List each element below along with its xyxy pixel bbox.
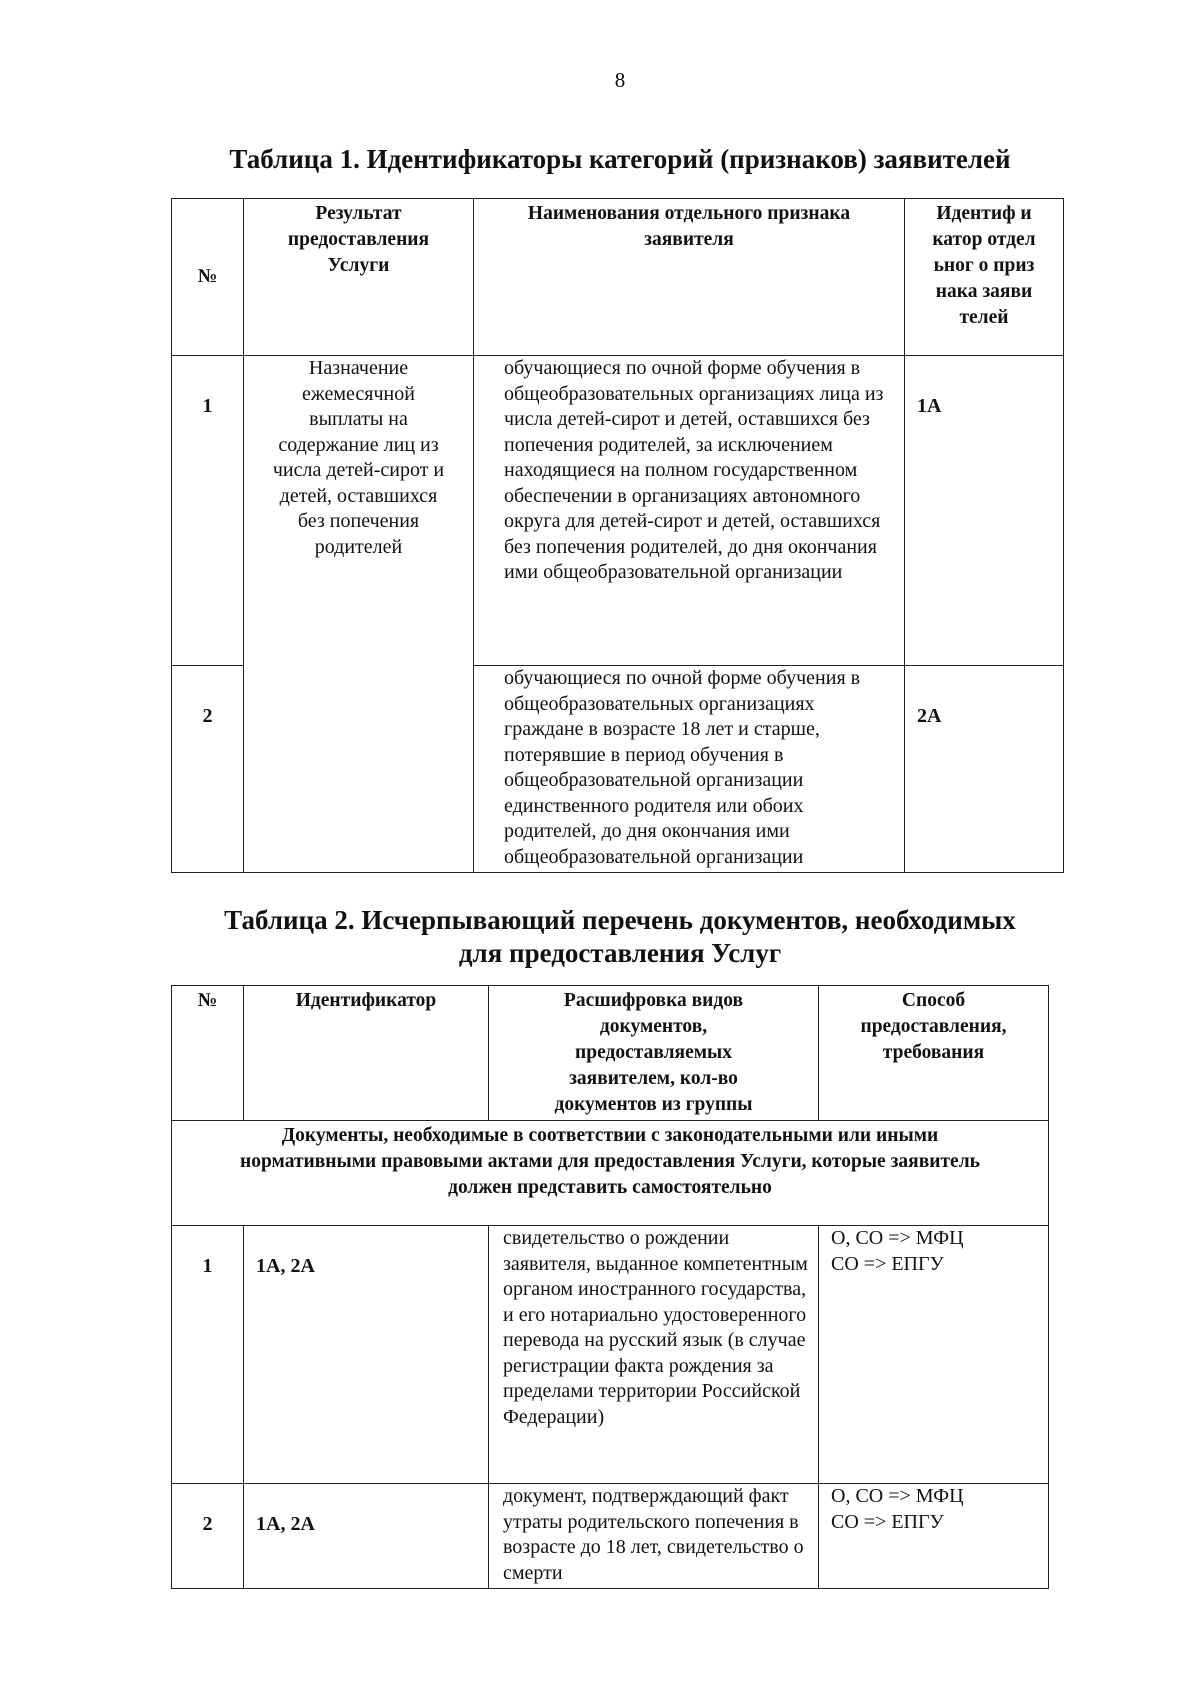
table2-group-row (172, 1121, 1049, 1226)
table1-row2-num: 2 (172, 666, 244, 873)
table2-title (0, 904, 1200, 970)
table2-header-decoding (489, 986, 819, 1121)
table2-header-identifier: Идентификатор (244, 986, 489, 1121)
table1-row1-num: 1 (172, 356, 244, 666)
table2-header-decoding-text: Расшифровка видов документов, предоставляемых заявителем, кол-во документов из группы (554, 990, 753, 1115)
required-documents-table (171, 985, 1049, 1589)
table1-header-name (474, 199, 905, 356)
table2-group-heading: Документы, необходимые в соответствии с законодательными или иными нормативными правовыми актами для предоставления Услуги, которые заявитель должен представить самостоятельно (172, 1121, 1049, 1226)
table1-header-row (172, 199, 1064, 356)
table2-header-method-text: Способ предоставления, требования (860, 990, 1007, 1063)
table2-row1-id: 1А, 2А (244, 1226, 489, 1484)
table2-row1-method-line2: СО => ЕПГУ (831, 1252, 944, 1275)
table1-header-name-text: Наименования отдельного признака заявителя (527, 203, 851, 250)
table2-row1-text: свидетельство о рождении заявителя, выданное компетентным органом иностранного государства, и его нотариально удостоверенного перевода на русский язык (в случае регистрации факта рождения за пределами территории Российской Федерации) (489, 1226, 819, 1484)
table2-row1-method (819, 1226, 1049, 1484)
table1-header-result-text: Результат предоставления Услуги (287, 203, 430, 276)
table-row (172, 356, 1064, 666)
table2-title-line2: для предоставления Услуг (458, 938, 782, 968)
table1-row1-text: обучающиеся по очной форме обучения в общеобразовательных организациях лица из числа детей-сирот и детей, оставшихся без попечения родителей, за исключением находящиеся на полном государственном обеспечении в организациях автономного округа для детей-сирот и детей, оставшихся без попечения родителей, до дня окончания ими общеобразовательной организации (474, 356, 905, 666)
table1-header-result (244, 199, 474, 356)
table2-row2-text: документ, подтверждающий факт утраты родительского попечения в возрасте до 18 лет, свидетельство о смерти (489, 1484, 819, 1589)
table2-row1-method-line1: О, СО => МФЦ (831, 1227, 964, 1249)
table2-header-num: № (172, 986, 244, 1121)
table2-row2-id: 1А, 2А (244, 1484, 489, 1589)
table1-row1-id: 1А (905, 356, 1064, 666)
table1-header-identifier-text: Идентиф икатор отдельног о признака заявителей (932, 203, 1036, 328)
table1-title: Таблица 1. Идентификаторы категорий (признаков) заявителей (229, 144, 1011, 174)
table1-header-identifier (905, 199, 1064, 356)
table1-header-num: № (172, 199, 244, 356)
table-row (172, 1484, 1049, 1589)
table2-header-row (172, 986, 1049, 1121)
table2-row1-num: 1 (172, 1226, 244, 1484)
table-row (172, 1226, 1049, 1484)
table2-header-method (819, 986, 1049, 1121)
table2-row2-num: 2 (172, 1484, 244, 1589)
applicant-categories-table (171, 198, 1064, 873)
table2-row2-method (819, 1484, 1049, 1589)
table1-result-cell (244, 356, 474, 873)
table2-row2-method-line1: О, СО => МФЦ (831, 1485, 964, 1507)
table1-row2-text: обучающиеся по очной форме обучения в общеобразовательных организациях граждане в возрасте 18 лет и старше, потерявшие в период обучения в общеобразовательной организации единственного родителя или обоих родителей, до дня окончания ими общеобразовательной организации (474, 666, 905, 873)
table1-row2-id: 2А (905, 666, 1064, 873)
table2-row2-method-line2: СО => ЕПГУ (831, 1510, 944, 1533)
table2-title-line1: Таблица 2. Исчерпывающий перечень документов, необходимых (224, 905, 1016, 935)
page-number: 8 (614, 68, 626, 92)
table1-result-text: Назначение ежемесячной выплаты на содержание лиц из числа детей-сирот и детей, оставшихся без попечения родителей (272, 357, 445, 558)
